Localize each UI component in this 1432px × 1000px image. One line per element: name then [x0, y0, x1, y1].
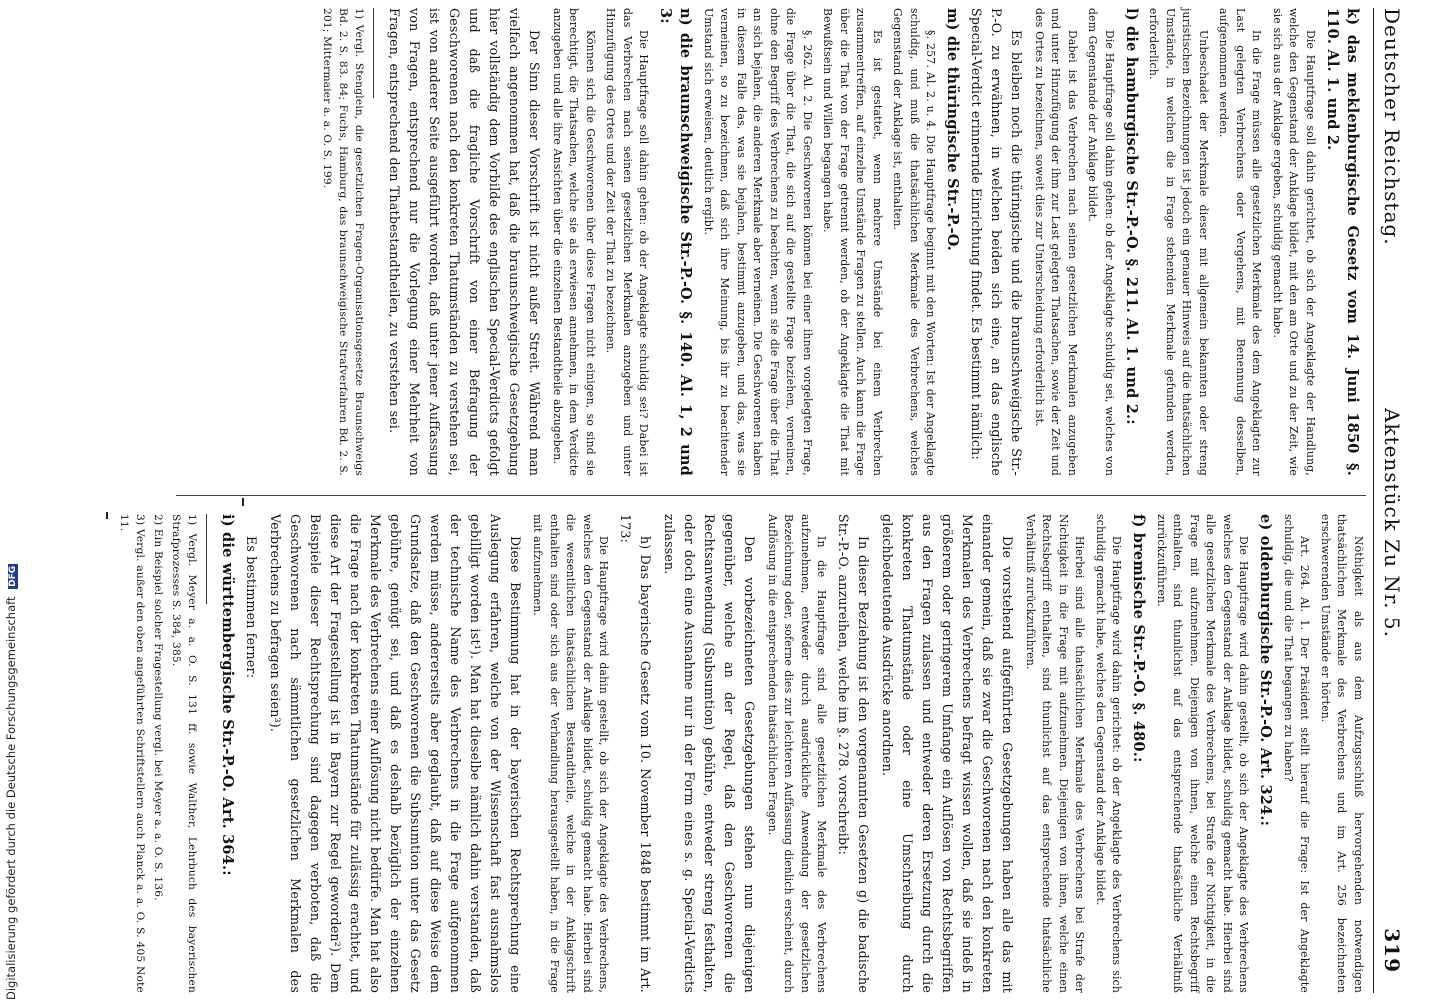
- left-column-heading: m) die thüringische Str.-P.-O.: [944, 8, 962, 252]
- credit-text: Digitalisierung gefördert durch die Deutsche Forschungsgemeinschaft: [4, 596, 18, 1000]
- right-column-paragraph: Den vorbezeichneten Gesetzgebungen stehen nun diejenigen gegenüber, welche an der Regel, daß den Geschworenen die Rechtsanwendung (Subsumtion) gebühre, entweder streng festhalten, oder doch eine Ausnahme nur in der Form eines s. g. Special-Verdicts zulassen.: [662, 514, 758, 993]
- footnote-rule: [206, 514, 207, 604]
- left-column-quote: §. 257. Al. 2. u. 4. Die Hauptfrage beginnt mit den Worten: Ist der Angeklagte schuldig, und muß die thatsächlichen Merkmale des Verbrechens, welches Gegenstand der Anklage ist, enthalten.: [891, 8, 938, 476]
- rotated-page-content: [120, 8, 1410, 993]
- right-column-paragraph: Es bestimmen ferner:: [244, 536, 259, 679]
- right-column-footnote: 2) Ein Beispiel solcher Fragestellung vergl. bei Meyer a. a. O. S. 136.: [152, 514, 164, 901]
- left-column-paragraph: Der Sinn dieser Vorschrift ist nicht außer Streit. Während man vielfach angenommen hat, daß die braunschweigische Gesetzgebung hier vollständig dem Vorbilde des englischen Special-Verdicts gefolgt und daß die fragliche Vorschrift von einer Befragung der Geschworenen nach den konkreten Thatumständen zu verstehen sei, ist von anderer Seite ausgeführt worden, daß unter jener Auffassung von Fragen, entsprechend nur die Vorlegung einer Mehrheit von Fragen, entsprechend den Thatbestandtheilen, zu verstehen sei.: [387, 8, 543, 476]
- left-column-quote: Unbeschadet der Merkmale dieser mit allgemein bekannten oder streng juristischen Bezeichnungen ist jedoch ein genauer Hinweis auf die thatsächlichen Umstände, in welchen die in Frage stehenden Merkmale gefunden werden, erforderlich.: [1147, 8, 1210, 476]
- right-column-quote: Die Hauptfrage wird dahin gestellt, ob sich der Angeklagte des Verbrechens welches den Gegenstand der Anklage bildet, schuldig gemacht habe. Hierbei sind alle gesetzlichen Merkmale des Verbrechens, bei Strafe der Nichtigkeit, in die Frage mit aufzunehmen. Diejenigen von ihnen, welche einen Rechtsbegriff enthalten, sind thunlichst auf das entsprechende thatsächliche Verhältniß zurückzuführen.: [1155, 514, 1251, 993]
- left-column-heading: l) die hamburgische Str.-P.-O. §. 211. Al. 1. und 2.:: [1123, 8, 1140, 425]
- left-column-quote: Es ist gestattet, wenn mehrere Umstände bei einem Verbrechen zusammentreffen, auf einzelne Umstände Fragen zu stellen. Auch kann die Frage über die That von der Frage getrennt werden, ob der Angeklagte die That mit Bewußtsein und Willen begangen habe.: [821, 8, 884, 476]
- right-column-paragraph: Diese Bestimmung hat in der bayerischen Rechtsprechung eine Auslegung erfahren, welche von der Wissenschaft fast ausnahmslos gebilligt worden ist¹). Man hat dieselbe nämlich dahin verstanden, daß der technische Name des Verbrechens in die Frage aufgenommen werden müsse, andererseits aber geglaubt, daß auf diese Weise dem Grundsatze, daß den Geschworenen die Subsumtion unter das Gesetz gebühre, genügt sei, und daß es deshalb bezüglich der einzelnen Merkmale des Verbrechens einer Auflösung nicht bedürfe. Man hat also die Frage nach der konkreten Thatumstände für zulässig erachtet, und diese Art der Fragestellung ist in Bayern zur Regel geworden²). Dem Beispiele dieser Rechtsprechung sind dagegen verboten, daß die Geschworenen nach sämmtlichen gesetzlichen Merkmalen des Verbrechens zu befragen seien³).: [268, 514, 523, 993]
- right-column-quote: Die Hauptfrage wird dahin gestellt, ob sich der Angeklagte des Verbrechens, welches den Gegenstand der Anklage bildet, schuldig gemacht habe. Hierbei sind die wesentlichen thatsächlichen Bestandtheile, welche in der Anklagschrift enthalten sind oder sich aus der Verhandlung herausgestellt haben, in die Frage mit aufzunehmen.: [531, 514, 611, 993]
- left-column-footnote: 1) Vergl. Stenglein, die gesetzlichen Fragen-Organisationsgesetze Braunschweigs Bd. 2. S. 83. 84; Fuchs, Hamburg, das braunschweigische Strafverfahren Bd. 2. S. 201; Mittermaier a. a. O. S. 199.: [321, 8, 366, 476]
- running-header: [1373, 8, 1410, 993]
- left-column-heading: k) das meklenburgische Gesetz vom 14. Juni 1850 §. 110. Al. 1. und 2.: [1324, 8, 1361, 476]
- dfg-logo: DFG: [8, 565, 18, 587]
- left-column-quote: Die Hauptfrage soll dahin gehen: ob der Angeklagte schuldig sei? Dabei ist das Verbrechen nach seinen gesetzlichen Merkmalen anzugeben und unter Hinzufügung des Ortes und der Zeit der That zu bezeichnen.: [604, 8, 651, 476]
- right-column-footnote: 1) Vergl. Meyer a. a. O. S. 131 ff. sowie Walther, Lehrbuch des bayerischen Strafprozesses S. 384, 385.: [170, 514, 198, 993]
- header-left: Deutscher Reichstag.: [1380, 8, 1404, 246]
- left-column-quote: Die Hauptfrage soll dahin gehen: ob der Angeklagte schuldig sei, welches von dem Gegenstande der Anklage bildet.: [1086, 8, 1116, 476]
- left-column-quote: Können sich die Geschworenen über diese Fragen nicht einigen, so sind sie berechtigt, die Thatsachen, welche sie als erwiesen annehmen, in dem Verdicte anzugeben und alle ihre Ansichten über die einzelnen Bestandtheile abzugeben.: [551, 8, 597, 476]
- scan-artifact: [242, 498, 244, 506]
- right-column-footnote: 3) Vergl. außer den oben angeführten Schriftstellern auch Planck a. a. O. S. 405 Note 11.: [118, 514, 146, 993]
- right-column-paragraph: Die vorstehend aufgeführten Gesetzgebungen haben alle das mit einander gemein, daß sie zwar die Geschworenen nach den konkreten Merkmalen des Verbrechens befragt wissen wollen, daß sie indeß in größerem oder geringerem Umfange ein Auflösen von Rechtsbegriffen aus den Fragen zulassen und entweder deren Ersetzung durch die konkreten Thatumstände oder eine Umschreibung durch gleichbedeutende Ausdrücke anordnen.: [880, 514, 1016, 993]
- right-column-heading: e) oldenburgische Str.-P.-O. Art. 324.:: [1257, 514, 1275, 827]
- right-column-quote: Die Hauptfrage wird dahin gerichtet: ob der Angeklagte des Verbrechens sich schuldig gemacht habe, welches den Gegenstand der Anklage bildet.: [1094, 514, 1124, 993]
- page-number: 319: [1380, 928, 1404, 973]
- column-divider: [176, 495, 1366, 496]
- digitization-credit: [4, 565, 18, 1000]
- right-column-heading: f) bremische Str.-P.-O. §. 480.:: [1130, 514, 1148, 763]
- right-column-heading: i) die württembergische Str.-P.-O. Art. 364.:: [219, 514, 236, 876]
- left-column-quote: §. 262. Al. 2. Die Geschworenen können bei einer ihnen vorgelegten Frage, die Frage über die That, die sich auf die gestellte Frage beziehen, verneinen, ohne den Begriff des Verbrechens zu beachten, wenn sie die Frage über die That an sich bejahen, die anderen Merkmale aber verneinen. Die Geschworenen haben in diesem Falle das, was sie bejahen, bestimmt anzugeben, und das, was sie verneinen, so zu bezeichnen, daß sich ihre Meinung, bis ihr zu beachtender Umstand sich erweisen, deutlich ergibt.: [702, 8, 814, 476]
- left-column-quote: In die Frage müssen alle gesetzlichen Merkmale des dem Angeklagten zur Last gelegten Verbrechens oder Vergehens, mit Benennung desselben, aufgenommen werden.: [1217, 8, 1264, 476]
- right-column-paragraph: h) Das bayerische Gesetz vom 10. November 1848 bestimmt im Art. 173:: [618, 514, 654, 993]
- left-column-paragraph: Es bleiben noch die thüringische und die braunschweigische Str.-P.-O. zu erwähnen, in welchen beiden sich eine, an das englische Special-Verdict erinnernde Einrichtung findet. Es bestimmt nämlich:: [969, 8, 1025, 476]
- left-column: [318, 8, 1367, 476]
- right-column-quote: Hierbei sind alle thatsächlichen Merkmale des Verbrechens bei Strafe der Nichtigkeit in die Frage mit aufzunehmen. Diejenigen von ihnen, welche einen Rechtsbegriff enthalten, sind thunlichst auf das entsprechende thatsächliche Verhältniß zurückzuführen.: [1024, 514, 1087, 993]
- right-column-paragraph: In dieser Beziehung ist den vorgenannten Gesetzen g) die badische Str.-P.-O. anzureihen, welche im §. 278. vorschreibt:: [836, 514, 872, 993]
- left-column-heading: n) die braunschweigische Str.-P.-O. §. 140. Al. 1, 2 und 3:: [657, 8, 695, 476]
- right-column: [114, 514, 1366, 993]
- left-column-quote: Die Hauptfrage soll dahin gerichtet, ob sich der Angeklagte der Handlung, welche den Gegenstand der Anklage bildet, mit den am Orte und zu der Zeit, wie sie sich aus der Anklage ergeben, schuldig gemacht habe.: [1271, 8, 1317, 476]
- footnote-rule: [374, 8, 375, 98]
- scan-artifact: [106, 512, 108, 519]
- header-center: Aktenstück Zu Nr. 5.: [1380, 408, 1404, 638]
- right-column-quote: In die Hauptfrage sind alle gesetzlichen Merkmale des Verbrechens aufzunehmen, entweder durch ausdrückliche Anwendung der gesetzlichen Bezeichnung oder, soferne dies zur leichteren Auffassung dienlich erscheint, durch Auflösung in die entsprechenden thatsächlichen Fragen.: [766, 514, 829, 993]
- right-column-quote: Nöthigkeit als aus dem Aufzugsschluß hervorgehenden notwendigen thatsächlichen Merkmale des Verbrechens und im Art. 256 bezeichneten erschwerenden Umstände er hörten.: [1319, 514, 1365, 993]
- right-column-quote: Art. 264. Al. 1. Der Präsident stellt hierauf die Frage: Ist der Angeklagte schuldig, die und die That begangen zu haben?: [1282, 514, 1312, 993]
- left-column-quote: Dabei ist das Verbrechen nach seinen gesetzlichen Merkmalen anzugeben und unter Hinzufügung der ihm zur Last gelegten Thatsachen, sowie der Zeit und des Ortes zu bezeichnen, soweit dies zur Unterscheidung erforderlich ist.: [1033, 8, 1079, 476]
